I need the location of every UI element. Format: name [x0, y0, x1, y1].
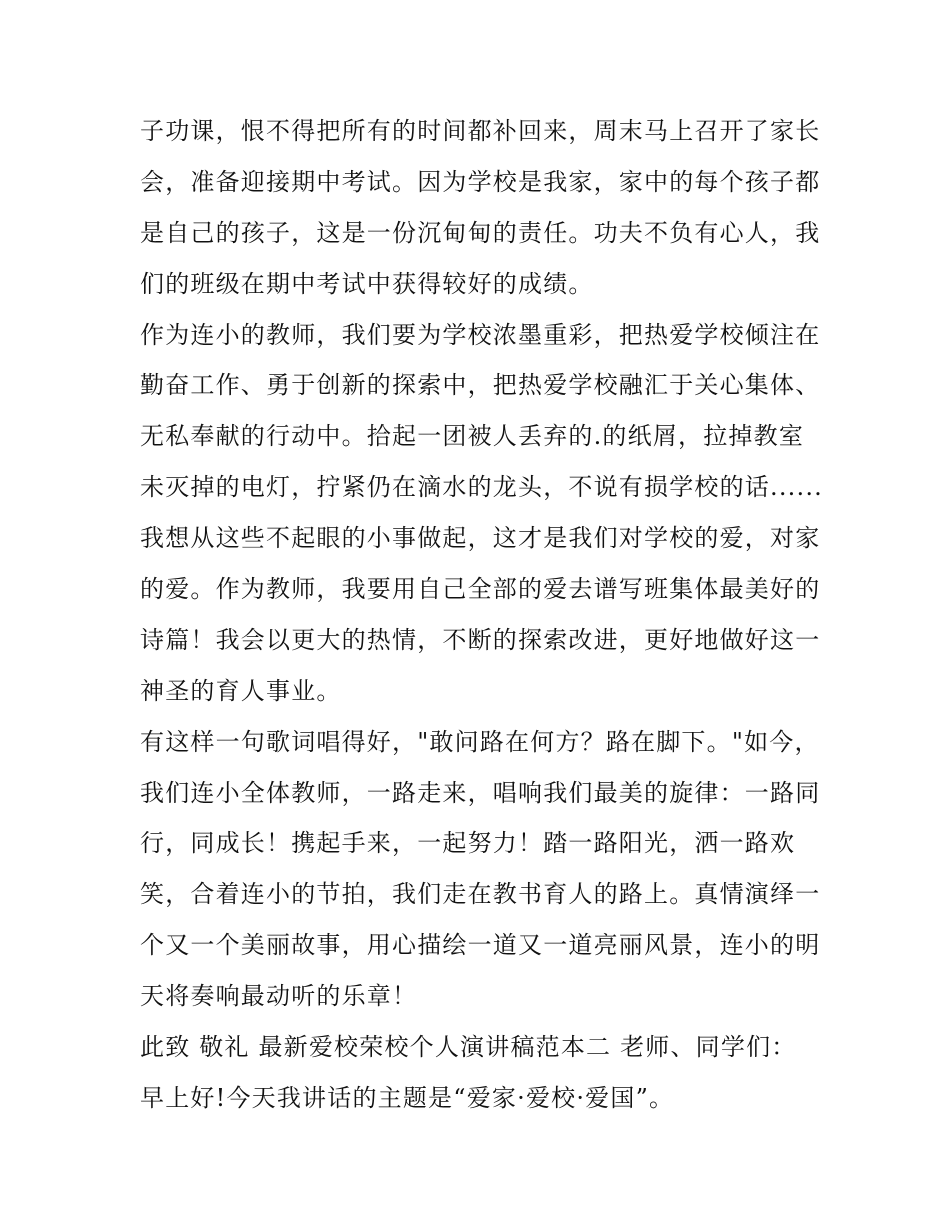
text-line: 未灭掉的电灯，拧紧仍在滴水的龙头，不说有损学校的话......	[140, 473, 823, 502]
text-line: 勤奋工作、勇于创新的探索中，把热爱学校融汇于关心集体、	[140, 371, 821, 400]
text-line: 早上好!今天我讲话的主题是“爱家·爱校·爱国”。	[140, 1083, 675, 1112]
text-line: 作为连小的教师，我们要为学校浓墨重彩，把热爱学校倾注在	[140, 320, 821, 349]
text-line: 此致 敬礼 最新爱校荣校个人演讲稿范本二 老师、同学们：	[140, 1033, 797, 1062]
text-line: 个又一个美丽故事，用心描绘一道又一道亮丽风景，连小的明	[140, 931, 821, 960]
text-line: 无私奉献的行动中。拾起一团被人丢弃的.的纸屑，拉掉教室	[140, 422, 805, 451]
text-line: 有这样一句歌词唱得好，"敢问路在何方？路在脚下。"如今，	[140, 727, 820, 756]
text-line: 的爱。作为教师，我要用自己全部的爱去谱写班集体最美好的	[140, 575, 821, 604]
text-line: 行，同成长！携起手来，一起努力！踏一路阳光，洒一路欢	[140, 829, 796, 858]
text-line: 神圣的育人事业。	[140, 676, 342, 705]
text-line: 我想从这些不起眼的小事做起，这才是我们对学校的爱，对家	[140, 524, 821, 553]
document-body	[140, 106, 830, 1124]
text-line: 天将奏响最动听的乐章！	[140, 982, 418, 1011]
text-line: 我们连小全体教师，一路走来，唱响我们最美的旋律：一路同	[140, 778, 821, 807]
text-line: 是自己的孩子，这是一份沉甸甸的责任。功夫不负有心人，我	[140, 218, 821, 247]
text-line: 会，准备迎接期中考试。因为学校是我家，家中的每个孩子都	[140, 167, 821, 196]
text-line: 子功课，恨不得把所有的时间都补回来，周末马上召开了家长	[140, 117, 821, 145]
text-line: 诗篇！我会以更大的热情，不断的探索改进，更好地做好这一	[140, 625, 821, 654]
text-line: 们的班级在期中考试中获得较好的成绩。	[140, 269, 594, 298]
text-line: 笑，合着连小的节拍，我们走在教书育人的路上。真情演绎一	[140, 880, 821, 909]
